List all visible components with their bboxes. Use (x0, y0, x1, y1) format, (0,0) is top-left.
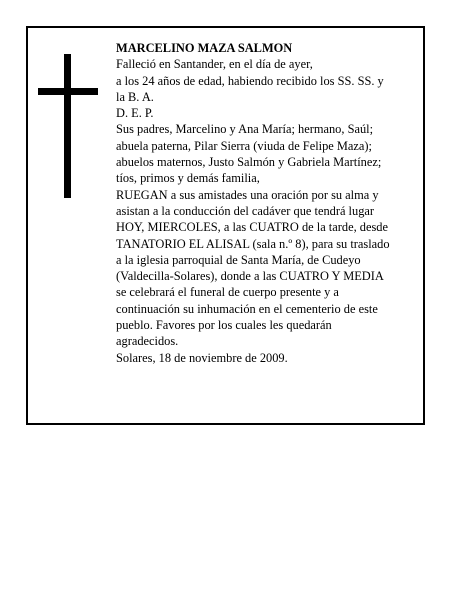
notice-line: abuela paterna, Pilar Sierra (viuda de Felipe Maza); (116, 138, 372, 153)
cross-horizontal-bar (38, 88, 98, 95)
notice-line: (Valdecilla-Solares), donde a las CUATRO Y MEDIA (116, 269, 384, 284)
cross-icon (38, 54, 98, 198)
notice-line: a los 24 años de edad, habiendo recibido los SS. SS. y (116, 73, 384, 88)
notice-line: RUEGAN a sus amistades una oración por su alma y (116, 187, 379, 202)
notice-line: se celebrará el funeral de cuerpo presente y a (116, 285, 339, 300)
notice-body (116, 40, 416, 366)
obituary-notice (26, 26, 425, 425)
notice-line: tíos, primos y demás familia, (116, 171, 260, 186)
notice-line: Sus padres, Marcelino y Ana María; hermano, Saúl; (116, 122, 374, 137)
notice-line: continuación su inhumación en el cementerio de este (116, 301, 378, 316)
notice-line: asistan a la conducción del cadáver que tendrá lugar (116, 203, 375, 218)
notice-line: D. E. P. (116, 106, 154, 121)
notice-line: TANATORIO EL ALISAL (sala n.º 8), para su traslado (116, 236, 390, 251)
notice-line: a la iglesia parroquial de Santa María, de Cudeyo (116, 252, 361, 267)
deceased-name: MARCELINO MAZA SALMON (116, 41, 293, 55)
notice-line: Solares, 18 de noviembre de 2009. (116, 350, 288, 365)
cross-vertical-bar (64, 54, 71, 198)
notice-line: Falleció en Santander, en el día de ayer, (116, 57, 313, 72)
notice-line: agradecidos. (116, 334, 179, 349)
notice-line: abuelos maternos, Justo Salmón y Gabriela Martínez; (116, 155, 382, 170)
notice-line: la B. A. (116, 89, 154, 104)
notice-line: pueblo. Favores por los cuales les quedarán (116, 318, 332, 333)
notice-line: HOY, MIERCOLES, a las CUATRO de la tarde, desde (116, 220, 388, 235)
